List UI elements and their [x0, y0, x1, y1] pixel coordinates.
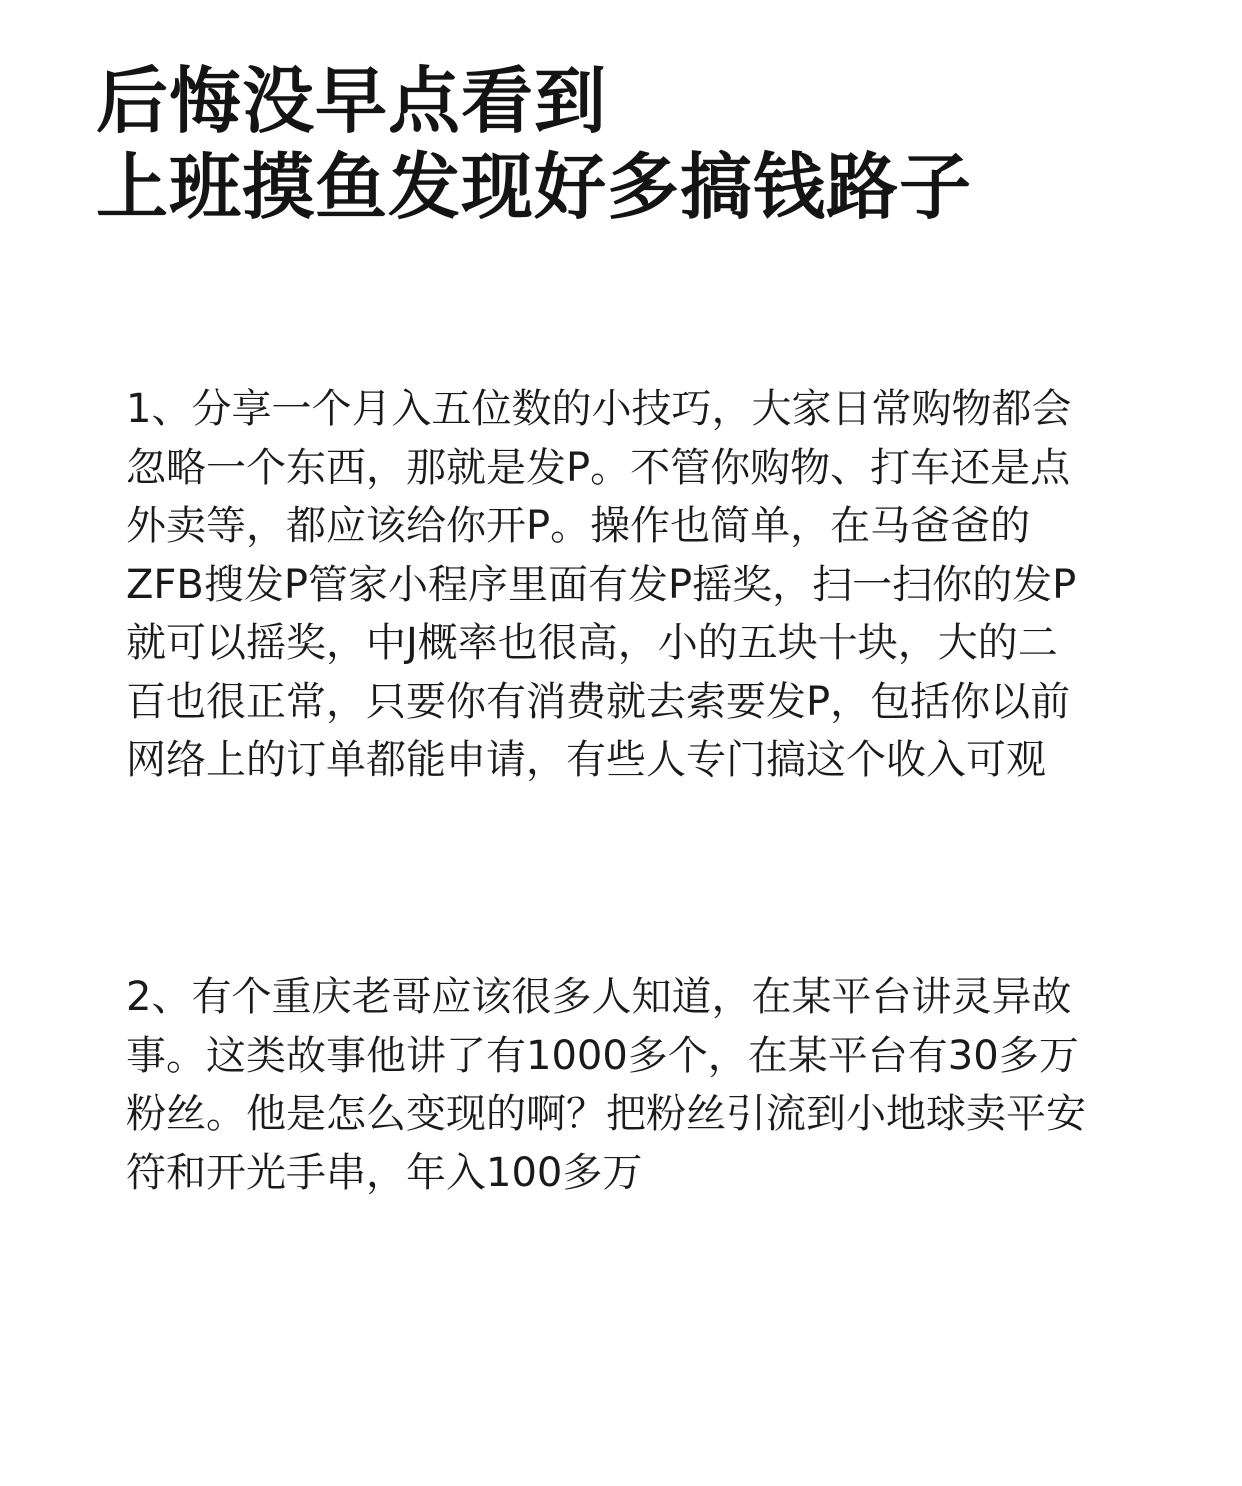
tip-1-line: 外卖等，都应该给你开P。操作也简单，在马爸爸的 [126, 503, 1031, 549]
tip-2-line: 事。这类故事他讲了有1000多个，在某平台有30多万 [126, 1032, 1079, 1079]
tip-2-paragraph [126, 968, 1126, 1202]
title-line-2: 上班摸鱼发现好多搞钱路子 [96, 145, 973, 229]
tip-2-line: 粉丝。他是怎么变现的啊？把粉丝引流到小地球卖平安 [126, 1091, 1086, 1137]
tip-1-line: ZFB搜发P管家小程序里面有发P摇奖，扫一扫你的发P [126, 561, 1077, 608]
page-title [96, 58, 1176, 230]
tip-2-line: 符和开光手串，年入100多万 [126, 1149, 643, 1196]
tip-1-line: 网络上的订单都能申请，有些人专门搞这个收入可观 [126, 737, 1046, 783]
tip-1-line: 百也很正常，只要你有消费就去索要发P，包括你以前 [126, 678, 1071, 725]
tip-1-line: 就可以摇奖，中J概率也很高，小的五块十块，大的二 [126, 620, 1058, 666]
tip-1-line: 1、分享一个月入五位数的小技巧，大家日常购物都会 [126, 386, 1072, 432]
tip-1-line: 忽略一个东西，那就是发P。不管你购物、打车还是点 [126, 444, 1071, 491]
tip-1-paragraph [126, 380, 1126, 790]
title-line-1: 后悔没早点看到 [96, 59, 608, 143]
tip-2-line: 2、有个重庆老哥应该很多人知道，在某平台讲灵异故 [126, 974, 1072, 1020]
